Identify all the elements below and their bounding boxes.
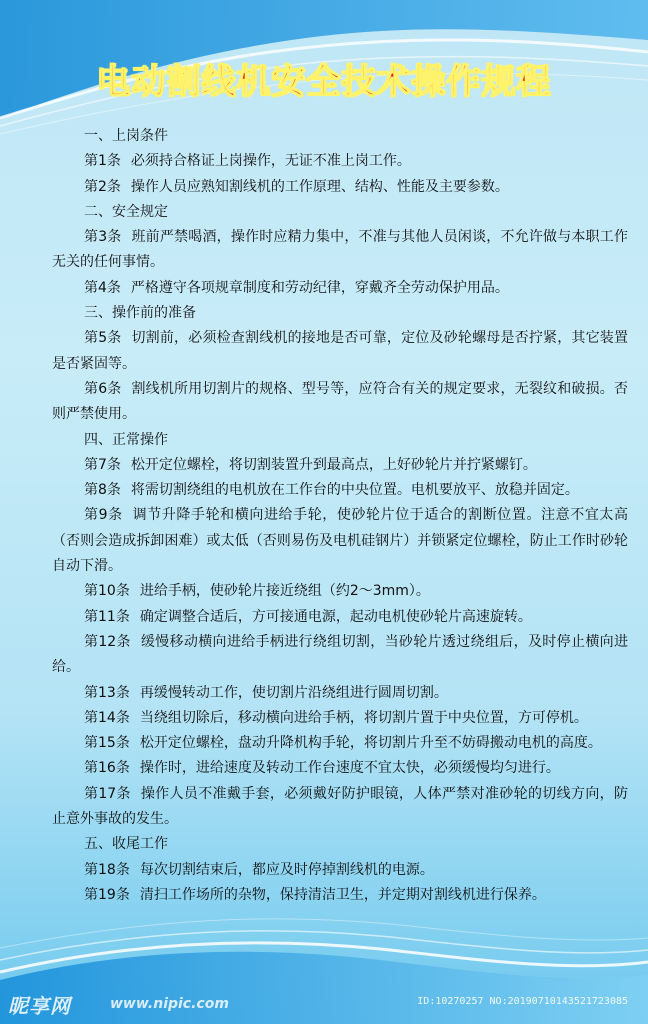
- watermark-logo: 昵享网: [8, 994, 71, 1018]
- article-label: 第11条: [84, 608, 130, 625]
- article-label: 第1条: [84, 153, 121, 170]
- article-text: 确定调整合适后，方可接通电源，起动电机使砂轮片高速旋转。: [139, 608, 532, 625]
- article-label: 第5条: [84, 330, 122, 347]
- article-text: 清扫工作场所的杂物，保持清洁卫生，并定期对割线机进行保养。: [139, 886, 546, 903]
- article-label: 第10条: [84, 583, 130, 600]
- article-text: 当绕组切除后，移动横向进给手柄，将切割片置于中央位置，方可停机。: [139, 709, 588, 726]
- article-item: [52, 681, 628, 706]
- article-item: [52, 326, 628, 377]
- watermark-url: www.nipic.com: [110, 996, 229, 1012]
- article-label: 第3条: [84, 229, 122, 246]
- section-heading: 二、安全规定: [84, 203, 168, 220]
- article-item: [52, 478, 628, 503]
- article-text: 进给手柄，使砂轮片接近绕组（约2～3mm）。: [139, 583, 430, 600]
- section-heading: 四、正常操作: [84, 431, 168, 448]
- article-label: 第15条: [84, 735, 130, 752]
- article-item: [52, 706, 628, 731]
- article-item: [52, 731, 628, 756]
- article-item: [52, 225, 628, 276]
- article-label: 第19条: [84, 886, 130, 903]
- article-item: [52, 149, 628, 174]
- article-label: 第12条: [84, 633, 131, 650]
- article-text: 割线机所用切割片的规格、型号等，应符合有关的规定要求，无裂纹和破损。否则严禁使用。: [52, 380, 628, 423]
- article-item: [52, 883, 628, 908]
- article-text: 调节升降手轮和横向进给手轮，使砂轮片位于适合的割断位置。注意不宜太高（否则会造成拆卸困难）或太低（否则易伤及电机硅钢片）并锁紧定位螺栓，防止工作时砂轮自动下滑。: [52, 507, 628, 575]
- article-item: [52, 782, 628, 833]
- article-label: 第2条: [84, 178, 121, 195]
- article-label: 第9条: [84, 507, 123, 524]
- article-item: [52, 453, 628, 478]
- article-item: [52, 276, 628, 301]
- article-text: 切割前，必须检查割线机的接地是否可靠，定位及砂轮螺母是否拧紧，其它装置是否紧固等。: [52, 330, 628, 372]
- article-label: 第6条: [84, 380, 122, 397]
- article-item: [52, 175, 628, 200]
- article-text: 将需切割绕组的电机放在工作台的中央位置。电机要放平、放稳并固定。: [130, 482, 579, 499]
- article-item: [52, 756, 628, 781]
- page-title: 电动割线机安全技术操作规程: [96, 62, 552, 102]
- article-text: 操作人员应熟知割线机的工作原理、结构、性能及主要参数。: [130, 178, 509, 195]
- article-label: 第18条: [84, 861, 130, 878]
- article-label: 第16条: [84, 760, 130, 777]
- article-text: 缓慢移动横向进给手柄进行绕组切割，当砂轮片透过绕组后，及时停止横向进给。: [52, 633, 628, 676]
- article-text: 松开定位螺栓，盘动升降机构手轮，将切割片升至不妨碍搬动电机的高度。: [139, 735, 602, 752]
- article-label: 第4条: [84, 279, 121, 296]
- article-item: [52, 579, 628, 604]
- article-label: 第13条: [84, 684, 130, 701]
- article-text: 每次切割结束后，都应及时停掉割线机的电源。: [139, 861, 434, 878]
- article-item: [52, 605, 628, 630]
- article-text: 班前严禁喝酒，操作时应精力集中，不准与其他人员闲谈，不允许做与本职工作无关的任何事情。: [52, 229, 628, 271]
- article-text: 操作时，进给速度及转动工作台速度不宜太快，必须缓慢均匀进行。: [139, 760, 560, 777]
- article-item: [52, 503, 628, 579]
- article-text: 必须持合格证上岗操作，无证不准上岗工作。: [130, 153, 411, 170]
- article-item: [52, 630, 628, 681]
- article-item: [52, 377, 628, 428]
- article-text: 松开定位螺栓，将切割装置升到最高点，上好砂轮片并拧紧螺钉。: [130, 456, 537, 473]
- watermark-id: ID:10270257 NO:20190710143521723085: [417, 996, 628, 1007]
- article-label: 第8条: [84, 482, 121, 499]
- section-heading: 五、收尾工作: [84, 836, 168, 853]
- regulation-body: [52, 124, 628, 908]
- section-heading: 三、操作前的准备: [84, 305, 196, 322]
- section-heading: 一、上岗条件: [84, 128, 168, 144]
- article-item: [52, 858, 628, 883]
- article-label: 第14条: [84, 709, 130, 726]
- article-text: 操作人员不准戴手套，必须戴好防护眼镜，人体严禁对准砂轮的切线方向，防止意外事故的发生。: [52, 785, 628, 828]
- article-label: 第17条: [84, 785, 131, 802]
- article-text: 再缓慢转动工作，使切割片沿绕组进行圆周切割。: [139, 684, 448, 701]
- article-text: 严格遵守各项规章制度和劳动纪律，穿戴齐全劳动保护用品。: [130, 279, 509, 296]
- article-label: 第7条: [84, 456, 121, 473]
